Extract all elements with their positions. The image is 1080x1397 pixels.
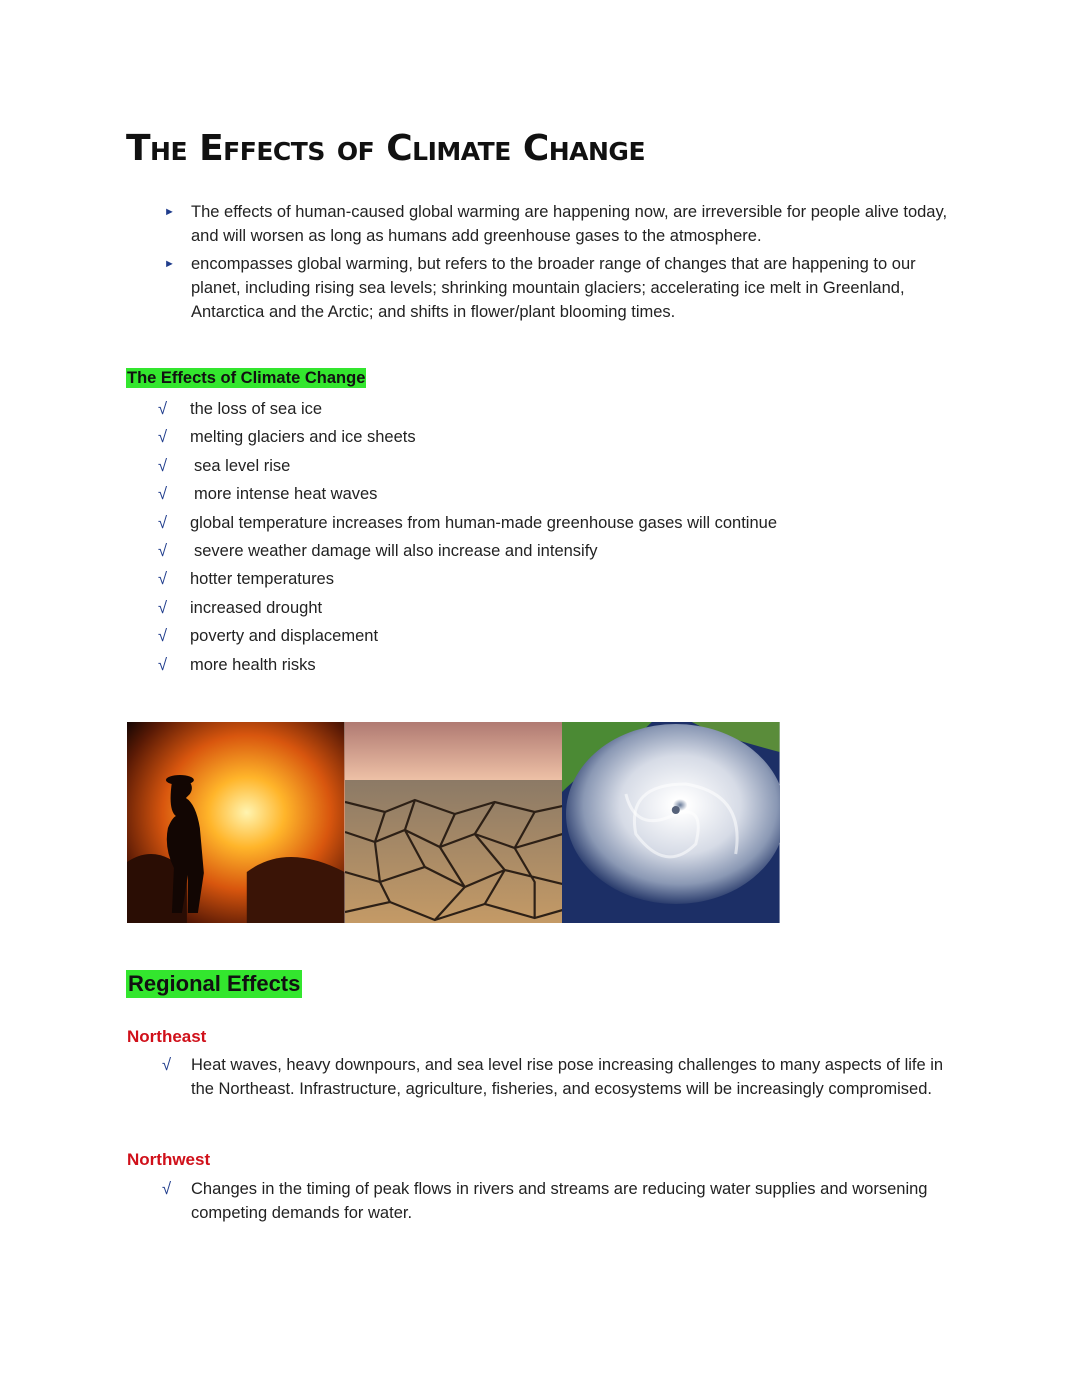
check-icon: √ <box>162 1056 172 1074</box>
list-item-text: more intense heat waves <box>194 485 378 504</box>
effects-heading-text: The Effects of Climate Change <box>127 369 366 387</box>
check-icon: √ <box>158 570 168 589</box>
check-icon: √ <box>158 655 168 674</box>
region-item-text: Heat waves, heavy downpours, and sea level rise pose increasing challenges to many aspects of life in the Northeast. Infrastructure, agriculture, fisheries, and ecosystems will be increasingly compromised. <box>191 1056 944 1098</box>
list-item-text: sea level rise <box>194 456 291 475</box>
list-item-text: hotter temperatures <box>190 570 334 589</box>
list-item <box>158 595 777 623</box>
list-item <box>158 481 777 509</box>
climate-photo-strip <box>127 722 780 923</box>
check-icon: √ <box>158 456 168 475</box>
drought-cracked-earth-photo <box>345 722 563 923</box>
intro-bullet <box>160 200 960 248</box>
region-item-northwest <box>158 1177 958 1225</box>
list-item-text: global temperature increases from human-made greenhouse gases will continue <box>190 513 777 532</box>
check-icon: √ <box>158 541 168 560</box>
effects-checklist <box>158 396 777 680</box>
list-item <box>158 396 777 424</box>
check-icon: √ <box>158 513 168 532</box>
list-item <box>158 453 777 481</box>
arrow-bullet-icon: ► <box>164 206 175 218</box>
wildfire-photo <box>127 722 345 923</box>
check-icon: √ <box>158 627 168 646</box>
check-icon: √ <box>158 428 168 447</box>
list-item <box>158 510 777 538</box>
region-name-northeast: Northeast <box>127 1027 207 1046</box>
list-item <box>158 623 777 651</box>
list-item-text: poverty and displacement <box>190 627 379 646</box>
intro-bullet <box>160 252 960 324</box>
list-item-text: increased drought <box>190 598 323 617</box>
list-item <box>158 566 777 594</box>
check-icon: √ <box>158 485 168 504</box>
list-item-text: more health risks <box>190 655 316 674</box>
list-item-text: melting glaciers and ice sheets <box>190 428 416 447</box>
list-item-text: severe weather damage will also increase and intensify <box>194 541 598 560</box>
page-title: The Effects of Climate Change <box>126 128 646 169</box>
list-item <box>158 538 777 566</box>
check-icon: √ <box>162 1180 172 1198</box>
region-item-northeast <box>158 1053 958 1101</box>
region-item-text: Changes in the timing of peak flows in rivers and streams are reducing water supplies and worsening competing demands for water. <box>191 1180 928 1222</box>
list-item <box>158 652 777 680</box>
region-name-northwest: Northwest <box>127 1150 211 1169</box>
hurricane-satellite-photo <box>562 722 780 923</box>
arrow-bullet-icon: ► <box>164 258 175 270</box>
list-item <box>158 424 777 452</box>
intro-bullet-text: encompasses global warming, but refers to the broader range of changes that are happening to our planet, including rising sea levels; shrinking mountain glaciers; accelerating ice melt in Greenland, Antarctica and the Arctic; and shifts in flower/plant blooming times. <box>191 255 916 321</box>
list-item-text: the loss of sea ice <box>190 400 323 418</box>
intro-bullet-list <box>160 200 960 328</box>
check-icon: √ <box>158 400 168 418</box>
regional-effects-heading: Regional Effects <box>128 971 301 996</box>
check-icon: √ <box>158 598 168 617</box>
effects-heading <box>126 369 366 388</box>
intro-bullet-text: The effects of human-caused global warming are happening now, are irreversible for people alive today, and will worsen as long as humans add greenhouse gases to the atmosphere. <box>191 203 948 245</box>
